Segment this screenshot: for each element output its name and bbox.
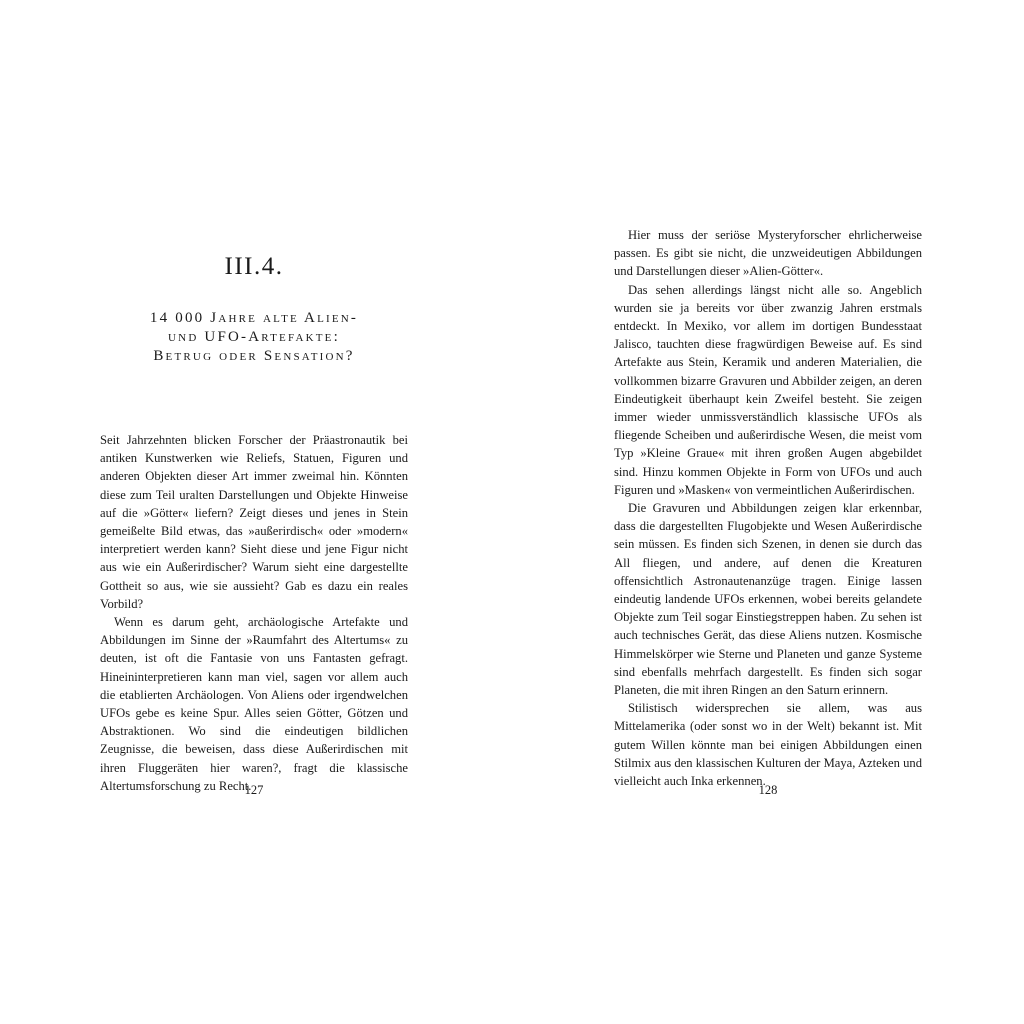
left-body-text: [100, 431, 408, 795]
chapter-title-line: Betrug oder Sensation?: [153, 348, 355, 364]
right-body-text: [614, 226, 922, 790]
paragraph: Hier muss der seriöse Mysteryforscher ehrlicherweise passen. Es gibt sie nicht, die unzweideutigen Abbildungen und Darstellungen dieser »Alien-Götter«.: [614, 228, 922, 279]
paragraph: Das sehen allerdings längst nicht alle so. Angeblich wurden sie ja bereits vor über zwanzig Jahren erstmals entdeckt. In Mexiko, vor allem im dortigen Bundesstaat Jalisco, tauchten diese fragwürdigen Beweise auf. Es sind Artefakte aus Stein, Keramik und anderen Materialien, die vollkommen bizarre Gravuren und Abbilder zeigen, an deren Eindeutigkeit überhaupt kein Zweifel besteht. Sie zeigen immer wieder unmissverständlich klassische UFOs als fliegende Scheiben und außerirdische Wesen, die meist vom Typ »Kleine Graue« mit ihren großen Augen abgebildet sind. Hinzu kommen Objekte in Form von UFOs und auch Figuren und »Masken« von vermeintlichen Außerirdischen.: [614, 282, 922, 497]
paragraph: Wenn es darum geht, archäologische Artefakte und Abbildungen im Sinne der »Raumfahrt des Altertums« zu deuten, ist oft die Fantasie von uns Fantasten gefragt. Hineininterpretieren kann man viel, sagen vor allem auch die etablierten Archäologen. Von Aliens oder irgendwelchen UFOs gebe es keine Spur. Alles seien Götter, Götzen und Abstraktionen. Wo sind die eindeutigen bildlichen Zeugnisse, die beweisen, dass diese Außerirdischen mit ihren Fluggeräten hier waren?, fragt die klassische Altertumsforschung zu Recht.: [100, 615, 408, 793]
page-number: 128: [758, 783, 778, 797]
paragraph: Stilistisch widersprechen sie allem, was aus Mittelamerika (oder sonst wo in der Welt) bekannt ist. Mit gutem Willen könnte man bei einigen Abbildungen einen Stilmix aus den klassischen Kulturen der Maya, Azteken und vielleicht auch Inka erkennen.: [614, 701, 922, 789]
chapter-number: III.4.: [224, 253, 284, 280]
paragraph: Seit Jahrzehnten blicken Forscher der Präastronautik bei antiken Kunstwerken wie Reliefs, Statuen, Figuren und anderen Objekten dieser Art immer zweimal hin. Könnten diese zum Teil uralten Darstellungen und Objekte Hinweise auf die »Götter« liefern? Zeigt dieses und jenes in Stein gemeißelte Bild etwas, das »außerirdisch« oder »modern« interpretiert werden kann? Sieht diese und jene Figur nicht aus wie ein Außerirdischer? Warum sieht eine dargestellte Gottheit so aus, wie sie aussieht? Gab es dazu ein reales Vorbild?: [100, 433, 408, 611]
chapter-title-line: und UFO-Artefakte:: [168, 329, 340, 345]
paragraph: Die Gravuren und Abbildungen zeigen klar erkennbar, dass die dargestellten Flugobjekte und Wesen Außerirdische sein müssen. Es finden sich Szenen, in denen sie durch das All fliegen, und andere, auf denen die Kreaturen offensichtlich Astronautenanzüge tragen. Einige lassen eindeutig landende UFOs erkennen, wobei bereits gelandete Objekte zum Teil sogar Einstiegstreppen haben. Zu sehen ist auch technisches Gerät, das diese Aliens nutzen. Kosmische Himmelskörper wie Sterne und Planeten und ganze Systeme sind ebenfalls mehrfach dargestellt. Es finden sich sogar Planeten, die mit ihren Ringen an den Saturn erinnern.: [614, 501, 922, 698]
chapter-title-line: 14 000 Jahre alte Alien-: [149, 310, 359, 326]
chapter-title: [100, 309, 408, 366]
page-number: 127: [244, 783, 264, 797]
